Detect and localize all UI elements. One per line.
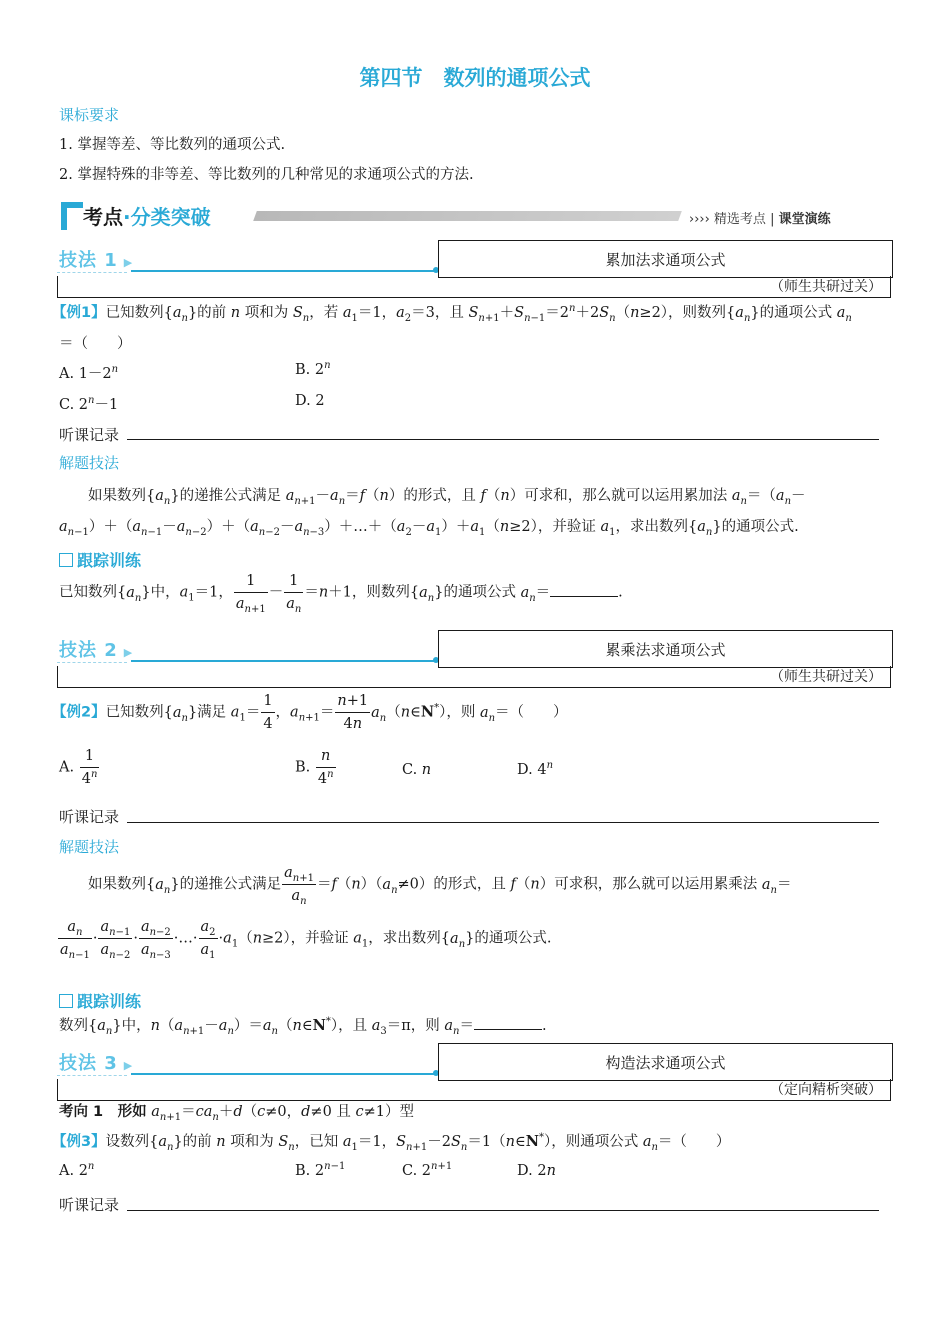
play-icon: ▶ [123,646,134,659]
method-tag: 技法 3 [59,1053,118,1074]
option-a: A. $\frac{1}{4^n}$ [59,745,100,790]
curriculum-item: 1. 掌握等差、等比数列的通项公式. [59,137,286,153]
method-note: （师生共研过关） [57,276,891,298]
checkbox-icon [59,553,73,567]
method-2-box [57,630,892,690]
listen-line[interactable] [127,1210,879,1211]
technique-2-text: 如果数列$\{a_n\}$的递推公式满足 $\frac{a_{n+1}}{a_n}$ $=f(n)(a_n\ne 0)$的形式，且 f（n）可求积，那么就可以运用累乘法 $a_n=$ [59,862,899,907]
example-tag: 【例2】 [52,704,106,721]
example-2: 【例2】已知数列$\{a_n\}$满足 $a_1=$ $\frac{1}{4}$ ，$a_{n+1}=$ $\frac{n+1}{4n}$ $a_n(n\in N^*)$，则 $a_n=$（ ） [52,690,568,735]
listen-line[interactable] [127,822,879,823]
practice-2-text: 数列$\{a_n\}$中，$n(a_{n+1}-a_n)=a_n(n\in N^*)$，且 $a_3=\pi$，则 $a_n=$ . [59,1016,547,1037]
section-banner: 考点·分类突破 ›››› 精选考点 | 课堂演练 [57,198,892,234]
method-title: 构造法求通项公式 [438,1043,893,1081]
listen-label: 听课记录 [59,808,120,826]
technique-label: 解题技法 [59,454,120,472]
example-3: 【例3】设数列$\{a_n\}$的前 n 项和为 $S_n$，已知 $a_1=1$，$S_{n+1}-2S_n=1(n\in N^*)$，则通项公式 $a_n=$（ ） [52,1132,731,1153]
method-note: （师生共研过关） [57,666,891,688]
play-icon: ▶ [123,256,134,269]
option-d: D. 2n [517,1163,556,1179]
practice-1-label: 跟踪训练 [59,548,141,571]
banner-right-b: 课堂演练 [778,212,831,227]
example-tag: 【例3】 [52,1134,106,1150]
option-c: C. n [402,762,432,778]
play-icon: ▶ [123,1059,134,1072]
practice-2-label: 跟踪训练 [59,989,141,1012]
listen-label: 听课记录 [59,426,120,444]
technique-1-text: 如果数列$\{a_n\}$的递推公式满足 $a_{n+1}-a_n=f(n)$的形式，且 f（n）可求和，那么就可以运用累加法 $a_n=(a_n-$ $a_{n-1})+(a_{n-1}-a_{n-2})+(a_{n-2}-a_{n-3})+\dots+(a_2-a_1)+a_1(n\ge 2)$，并验证 $a_1$，求出数列$\{a_n\}$的通项公式. [59,488,806,538]
method-title: 累加法求通项公式 [438,240,893,278]
banner-label-a: 考点 [83,205,123,229]
banner-bracket-icon [57,200,85,232]
banner-right-a: ›››› 精选考点 [689,212,766,227]
method-title: 累乘法求通项公式 [438,630,893,668]
method-3-box [57,1043,892,1103]
method-1-box [57,240,892,300]
option-b: B. $\frac{n}{4^n}$ [295,745,337,790]
curriculum-heading: 课标要求 [59,106,120,124]
method-tag: 技法 2 [59,640,118,661]
banner-label-b: 分类突破 [130,205,211,229]
page-title: 第四节 数列的通项公式 [359,66,591,90]
option-b: B. $2^{n-1}$ [295,1161,346,1179]
option-d: D. 4$^n$ [517,760,554,778]
option-c: C. $2^{n+1}$ [402,1161,453,1179]
curriculum-item: 2. 掌握特殊的非等差、等比数列的几种常见的求通项公式的方法. [59,167,474,183]
method-note: （定向精析突破） [57,1079,891,1101]
answer-blank[interactable] [550,582,618,597]
technique-2-formula: $\frac{a_n}{a_{n-1}}$ · $\frac{a_{n-1}}{a_{n-2}}$ · $\frac{a_{n-2}}{a_{n-3}}$ ·…· $\frac{a_2}{a_1}$ $\cdot a_1(n\ge 2)$，并验证 $a_1$，求出数列$\{a_n\}$的通项公式. [57,916,551,961]
checkbox-icon [59,994,73,1008]
listen-line[interactable] [127,439,879,440]
method-tag: 技法 1 [59,250,118,271]
option-d: D. 2 [295,393,325,409]
example-1: 【例1】已知数列$\{a_n\}$的前 n 项和为 $S_n$，若 $a_1=1$，$a_2=3$，且 $S_{n+1}+S_{n-1}=2^n+2S_n(n\ge 2)$，则数列$\{a_n\}$的通项公式 $a_n$ [52,303,852,324]
answer-blank[interactable] [474,1015,542,1030]
technique-label: 解题技法 [59,838,120,856]
option-b: B. 2$^n$ [295,360,331,378]
practice-1-text: 已知数列$\{a_n\}$中，$a_1=1$， $\frac{1}{a_{n+1}}$ － $\frac{1}{a_n}$ ＝n＋1，则数列$\{a_n\}$的通项公式 $a_n=$ . [59,570,623,615]
banner-bar [253,211,682,221]
option-c: C. $2^n-1$ [59,395,119,413]
example-tag: 【例1】 [52,305,106,321]
listen-label: 听课记录 [59,1196,120,1214]
option-a: A. $1-2^n$ [59,364,119,382]
option-a: A. 2$^n$ [59,1161,95,1179]
direction-1: 考向 1 形如 $a_{n+1}=ca_n+d(c\ne 0$，d≠0 且 c≠1）型 [59,1104,415,1123]
